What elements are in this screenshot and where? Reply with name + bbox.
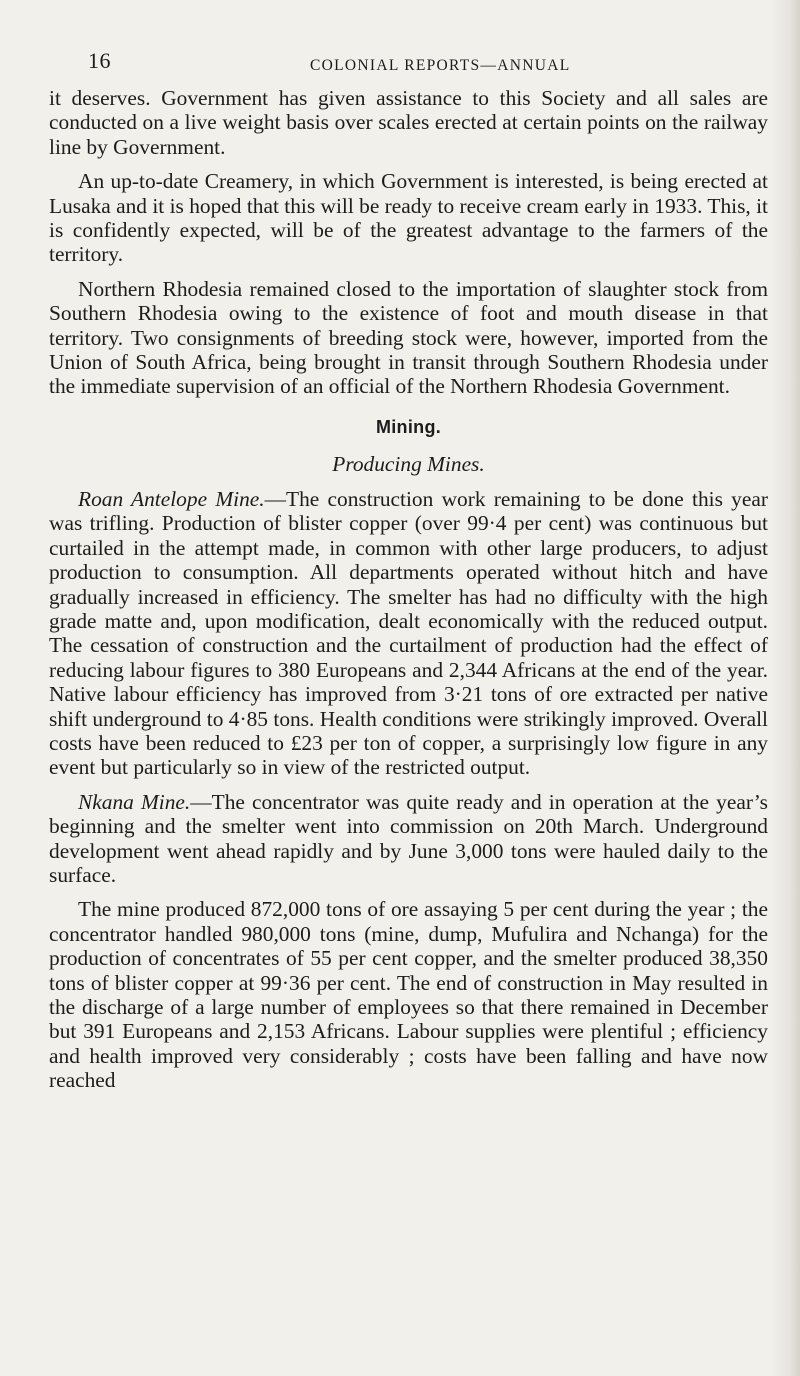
paragraph-nkana [49, 790, 768, 888]
subheading-producing-mines: Producing Mines. [332, 451, 485, 476]
paragraph-roan-antelope [49, 487, 768, 780]
paragraph-creamery: An up-to-date Creamery, in which Government is interested, is being erected at Lusaka and it is hoped that this will be ready to receive cream early in 1933. This, it is confidently expected, will be of the greatest advantage to the farmers of the territory. [49, 169, 768, 267]
roan-antelope-lead: Roan Antelope Mine. [78, 486, 265, 511]
page-header [88, 48, 780, 76]
section-heading-mining: Mining. [375, 416, 442, 437]
running-head: COLONIAL REPORTS—ANNUAL [310, 57, 571, 74]
roan-antelope-text: —The construction work remaining to be done this year was trifling. Production of blister copper (over 99·4 per cent) was continuous but curtailed in the attempt made, in common with other large producers, to adjust production to consumption. All departments operated without hitch and have gradually increased in efficiency. The smelter has had no difficulty with the high grade matte and, upon modification, dealt economically with the reduced output. The cessation of construction and the curtailment of production had the effect of reducing labour figures to 380 Europeans and 2,344 Africans at the end of the year. Native labour efficiency has improved from 3·21 tons of ore extracted per native shift underground to 4·85 tons. Health conditions were strikingly improved. Overall costs have been reduced to £23 per ton of copper, a surprisingly low figure in any event but particularly so in view of the restricted output. [49, 486, 768, 780]
page-number: 16 [88, 48, 111, 73]
page-body [49, 86, 768, 1093]
paragraph-northern-rhodesia-stock: Northern Rhodesia remained closed to the importation of slaughter stock from Southern Rhodesia owing to the existence of foot and mouth disease in that territory. Two consignments of breeding stock were, however, imported from the Union of South Africa, being brought in transit through Southern Rhodesia under the immediate supervision of an official of the Northern Rhodesia Government. [49, 276, 768, 399]
nkana-text: —The concentrator was quite ready and in operation at the year’s beginning and the smelter went into commission on 20th March. Underground development went ahead rapidly and by June 3,000 tons were hauled daily to the surface. [49, 789, 768, 887]
paragraph-livestock-sales: it deserves. Government has given assistance to this Society and all sales are conducted on a live weight basis over scales erected at certain points on the railway line by Government. [49, 86, 768, 159]
nkana-lead: Nkana Mine. [78, 789, 191, 814]
paragraph-nkana-production: The mine produced 872,000 tons of ore assaying 5 per cent during the year ; the concentrator handled 980,000 tons (mine, dump, Mufulira and Nchanga) for the production of concentrates of 55 per cent copper, and the smelter produced 38,350 tons of blister copper at 99·36 per cent. The end of construction in May resulted in the discharge of a large number of employees so that there remained in December but 391 Europeans and 2,153 Africans. Labour supplies were plentiful ; efficiency and health improved very considerably ; costs have been falling and have now reached [49, 897, 768, 1093]
